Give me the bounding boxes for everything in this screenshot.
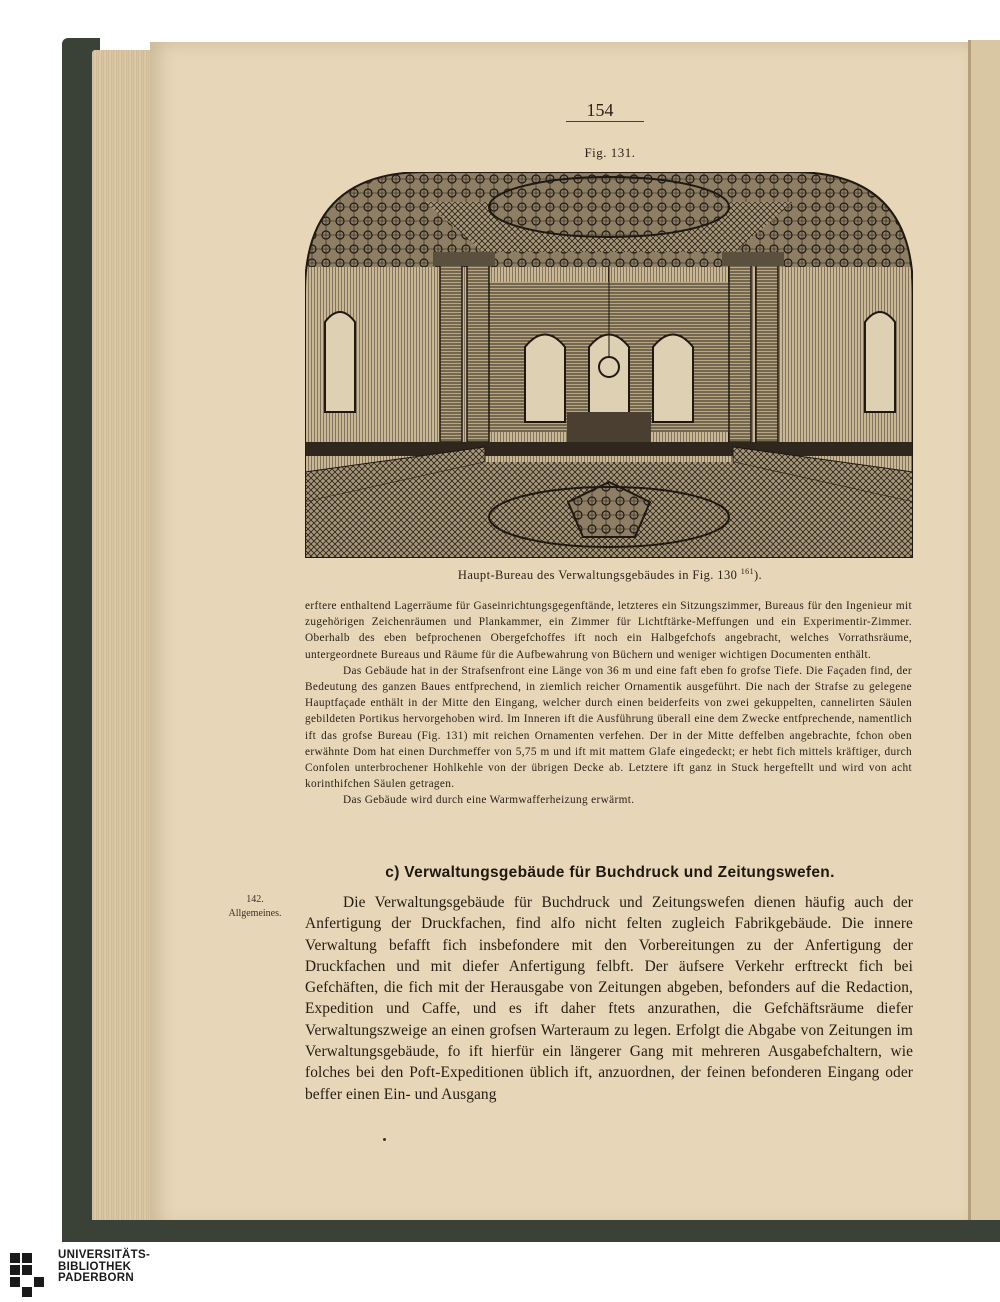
library-name: UNIVERSITÄTS- BIBLIOTHEK PADERBORN (58, 1249, 151, 1284)
section-body-paragraph: Die Verwaltungsgebäude für Buchdruck und Zeitungswefen dienen häufig auch der Anfertigung der Druckfachen, find alfo nicht felten zugleich Fabrikgebäude. Die innere Verwaltung befafft fich insbefondere mit den Vorbereitungen zu der Anfertigung der Druckfachen und mit diefer Anfertigung felbft. Der äufsere Verkehr erftreckt fich bei Gefchäften, die fich mit der Herausgabe von Zeitungen abgeben, befonders auf die Redaction, Expedition und Caffe, und es ift daher ftets anzurathen, die Gefchäftsräume diefer Verwaltungszweige an einen grofsen Warteraum zu legen. Erfolgt die Abgabe von Zeitungen im Verwaltungsgebäude, fo ift hierfür ein längerer Gang mit mehreren Ausgabefchaltern, wie folches bei den Poft-Expeditionen üblich ift, anzuordnen, der feinen befonderen Eingang oder beffer einen Ein- und Ausgang (305, 894, 913, 1103)
library-logo-icon (10, 1253, 50, 1297)
figure-caption (300, 567, 920, 583)
figure-label: Fig. 131. (584, 145, 636, 160)
facing-page-edge (968, 40, 1000, 1230)
caption-end: ). (753, 568, 763, 583)
page-number: 154 (586, 100, 614, 120)
paragraph-1: erftere enthaltend Lagerräume für Gaseinrichtungsgegenftände, letzteres ein Sitzungszimmer, Bureaus für den Ingenieur mit zugehörigen Zeichenräumen und Plankammer, ein Zimmer für Lichtftärke-Meffungen und ein Experimentir-Zimmer. Oberhalb des eben befprochenen Obergefchoffes ift noch ein Halbgefchofs angebracht, welches Vorrathsräume, untergeordnete Bureaus und Räume für die Aufbewahrung von Büchern und weniger wichtigen Documenten enthält. (305, 600, 912, 661)
paragraph-3: Das Gebäude wird durch eine Warmwafferheizung erwärmt. (343, 794, 635, 807)
page-number-rule (566, 121, 644, 122)
ink-speck (383, 1138, 386, 1141)
book-cover-bottom (62, 1220, 1000, 1242)
small-text-block (305, 598, 912, 809)
caption-text: Haupt-Bureau des Verwaltungsgebäudes in Fig. 130 (457, 568, 738, 583)
paragraph-2: Das Gebäude hat in der Strafsenfront eine Länge von 36 m und eine faft eben fo grofse Tiefe. Die Façaden find, der Bedeutung des ganzen Baues entfprechend, in ziemlich reicher Ornamentik ausgeführt. Die nach der Strafse zu gelegene Hauptfaçade enthält in der Mitte den Eingang, welcher durch einen beiderfeits von zwei gekuppelten, cannelirten Säulen gebildeten Portikus hervorgehoben wird. Im Inneren ift die Ausführung überall eine dem Zwecke entfprechende, namentlich ift das grofse Bureau (Fig. 131) mit reichen Ornamenten verfehen. Der in der Mitte deffelben angebrachte, fchon oben erwähnte Dom hat einen Durchmeffer von 5,75 m und ift mit mattem Glafe eingedeckt; er hebt fich mittels kräftiger, durch Confolen unterbrochener Hohlkehle von der übrigen Decke ab. Letztere ift ganz in Stuck hergeftellt und wird von acht korinthifchen Säulen getragen. (305, 664, 912, 791)
margin-label: Allgemeines. (228, 908, 282, 919)
engraving-illustration (305, 172, 913, 558)
caption-footnote-ref: 161 (740, 567, 754, 576)
section-heading: c) Verwaltungsgebäude für Buchdruck und Zeitungswefen. (385, 864, 835, 881)
section-body (305, 892, 913, 1105)
margin-number: 142. (246, 894, 264, 905)
